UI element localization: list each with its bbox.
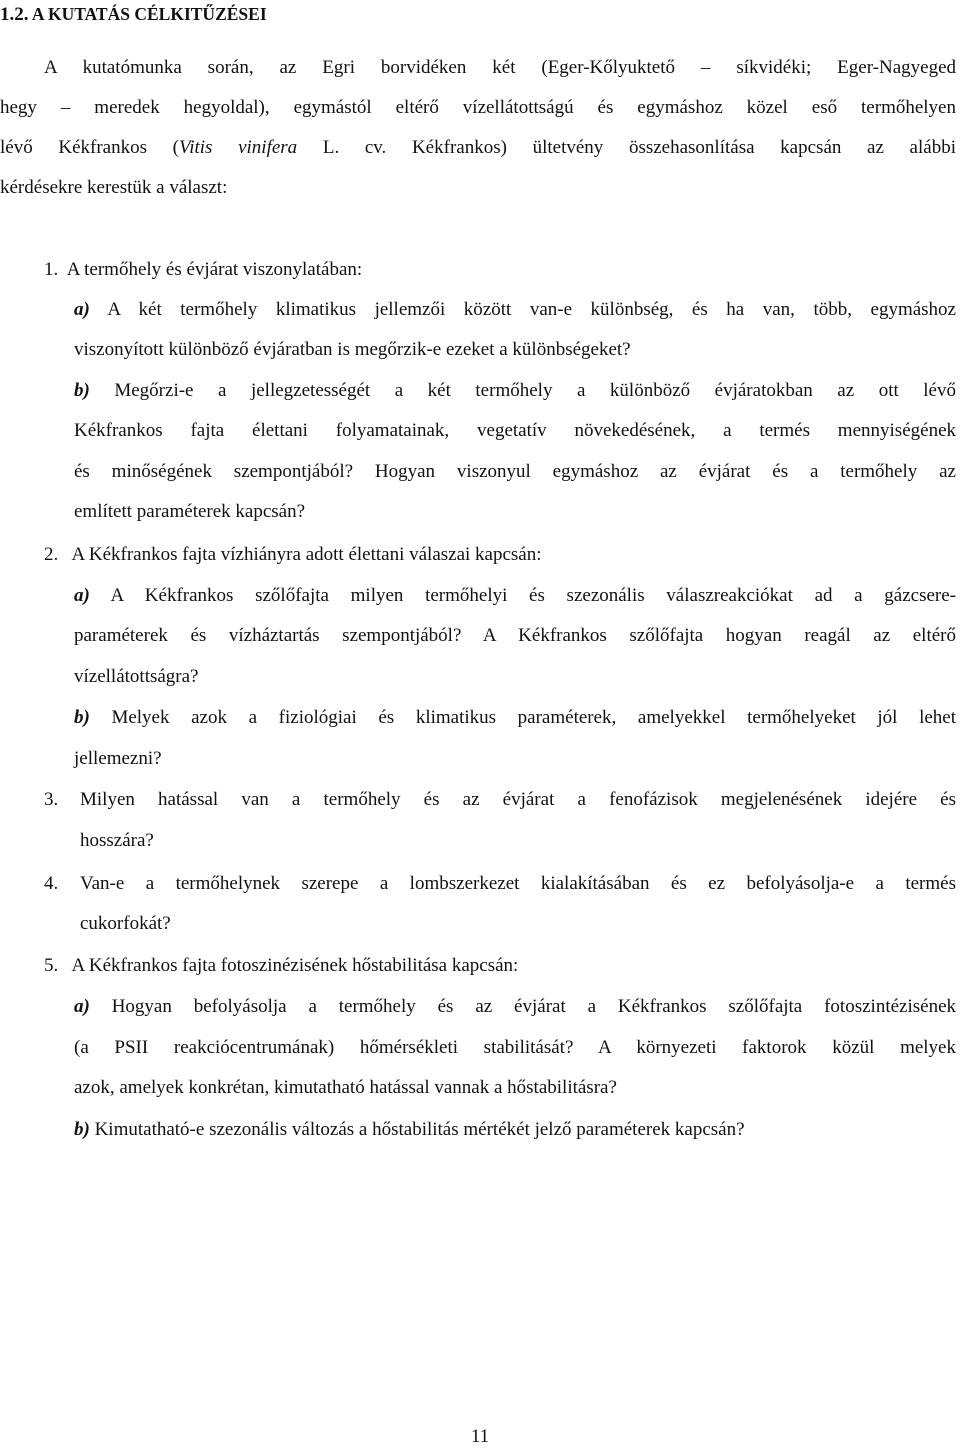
intro-line-3-end: L. cv. Kékfrankos) ültetvény összehasonlítása kapcsán az alábbi xyxy=(297,137,956,158)
question-1b-line-2: Kékfrankos fajta élettani folyamatainak, vegetatív növekedésének, a termés mennyiségének xyxy=(74,420,956,441)
section-heading xyxy=(0,2,267,27)
question-5a-label: a) xyxy=(74,996,90,1017)
question-1a-text-1: A két termőhely klimatikus jellemzői között van-e különbség, és ha van, több, egymáshoz xyxy=(107,299,956,320)
question-2-title: A Kékfrankos fajta vízhiányra adott élettani válaszai kapcsán: xyxy=(71,544,542,565)
question-2a-label: a) xyxy=(74,585,90,606)
question-5-title: A Kékfrankos fajta fotoszinézisének hőstabilitása kapcsán: xyxy=(71,955,519,976)
question-3-number: 3. xyxy=(44,789,59,810)
intro-line-4: kérdésekre kerestük a választ: xyxy=(0,177,228,198)
question-1a-label: a) xyxy=(74,299,90,320)
question-4-number: 4. xyxy=(44,873,59,894)
question-4-line-1: Van-e a termőhelynek szerepe a lombszerkezet kialakításában és ez befolyásolja-e a termés xyxy=(80,873,956,894)
question-2b-text-1: Melyek azok a fiziológiai és klimatikus paraméterek, amelyekkel termőhelyeket jól lehet xyxy=(111,707,956,728)
question-1-heading xyxy=(44,258,362,282)
section-title: A KUTATÁS CÉLKITŰZÉSEI xyxy=(31,4,267,24)
intro-line-3-start: lévő Kékfrankos ( xyxy=(0,137,179,158)
question-5a-line-1 xyxy=(74,995,956,1019)
intro-line-1: A kutatómunka során, az Egri borvidéken két (Eger-Kőlyuktető – síkvidéki; Eger-Nagyeged xyxy=(44,57,956,78)
question-1-title: A termőhely és évjárat viszonylatában: xyxy=(66,259,363,280)
question-5a-text-1: Hogyan befolyásolja a termőhely és az évjárat a Kékfrankos szőlőfajta fotoszintézisének xyxy=(111,996,956,1017)
section-number: 1.2. xyxy=(0,4,29,25)
question-1b-line-1 xyxy=(74,379,956,403)
question-2-heading xyxy=(44,543,542,567)
question-5b-text-1: Kimutatható-e szezonális változás a hőstabilitás mértékét jelző paraméterek kapcsán? xyxy=(94,1119,745,1140)
question-2-number: 2. xyxy=(44,544,59,565)
question-3-line-1: Milyen hatással van a termőhely és az évjárat a fenofázisok megjelenésének idejére és xyxy=(80,789,956,810)
intro-line-2: hegy – meredek hegyoldal), egymástól eltérő vízellátottságú és egymáshoz közel eső termőhelyen xyxy=(0,97,956,118)
question-3-line-2: hosszára? xyxy=(80,830,154,851)
question-2a-line-3: vízellátottságra? xyxy=(74,666,199,687)
question-1b-text-1: Megőrzi-e a jellegzetességét a két termőhely a különböző évjáratokban az ott lévő xyxy=(114,380,956,401)
question-1a-line-2: viszonyított különböző évjáratban is megőrzik-e ezeket a különbségeket? xyxy=(74,339,631,360)
species-name: Vitis vinifera xyxy=(179,137,298,158)
question-5-heading xyxy=(44,954,518,978)
question-2b-line-2: jellemezni? xyxy=(74,748,162,769)
question-5-number: 5. xyxy=(44,955,59,976)
question-2a-text-1: A Kékfrankos szőlőfajta milyen termőhelyi és szezonális válaszreakciókat ad a gázcsere- xyxy=(110,585,956,606)
question-2b-line-1 xyxy=(74,706,956,730)
question-4-line-2: cukorfokát? xyxy=(80,913,171,934)
question-2a-line-2: paraméterek és vízháztartás szempontjából? A Kékfrankos szőlőfajta hogyan reagál az eltérő xyxy=(74,625,956,646)
page-number: 11 xyxy=(470,1426,490,1447)
question-5b-line-1 xyxy=(74,1118,745,1142)
question-1-number: 1. xyxy=(44,259,59,280)
question-1b-line-4: említett paraméterek kapcsán? xyxy=(74,501,306,522)
question-2b-label: b) xyxy=(74,707,90,728)
intro-line-3 xyxy=(0,136,956,160)
question-5a-line-2: (a PSII reakciócentrumának) hőmérsékleti stabilitását? A környezeti faktorok közül melyek xyxy=(74,1037,956,1058)
question-5a-line-3: azok, amelyek konkrétan, kimutatható hatással vannak a hőstabilitásra? xyxy=(74,1077,617,1098)
question-5b-label: b) xyxy=(74,1119,90,1140)
question-2a-line-1 xyxy=(74,584,956,608)
question-1b-line-3: és minőségének szempontjából? Hogyan viszonyul egymáshoz az évjárat és a termőhely az xyxy=(74,461,956,482)
question-1a-line-1 xyxy=(74,298,956,322)
question-1b-label: b) xyxy=(74,380,90,401)
